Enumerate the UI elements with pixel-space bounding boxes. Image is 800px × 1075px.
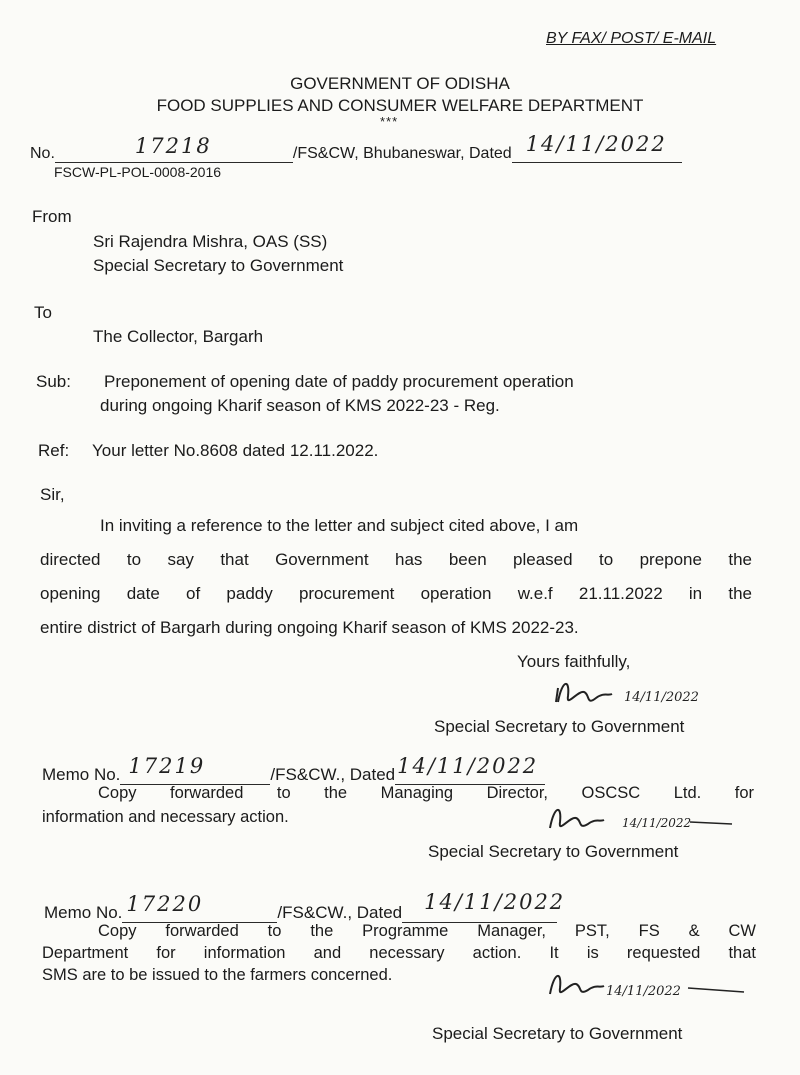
body-line-1: In inviting a reference to the letter and subject cited above, I am: [100, 516, 579, 535]
letter-date: 14/11/2022: [525, 132, 667, 156]
memo-2-header: [44, 890, 566, 923]
memo-1-line-2: information and necessary action.: [42, 808, 289, 826]
delivery-mode: BY FAX/ POST/ E-MAIL: [546, 30, 717, 47]
memo-1-date-field: [395, 754, 545, 785]
department-title: FOOD SUPPLIES AND CONSUMER WELFARE DEPARTMENT: [156, 96, 644, 115]
memo-2-label: Memo No.: [44, 903, 123, 922]
memo-2-line-3: SMS are to be issued to the farmers concerned.: [42, 966, 393, 984]
ref-text: Your letter No.8608 dated 12.11.2022.: [92, 441, 379, 460]
from-label: From: [32, 207, 72, 226]
salutation: Sir,: [40, 485, 65, 504]
file-number: FSCW-PL-POL-0008-2016: [54, 164, 222, 180]
memo-2-designation: Special Secretary to Government: [432, 1024, 683, 1043]
header-separator: ***: [380, 114, 399, 129]
memo-1-date: 14/11/2022: [397, 754, 539, 778]
sender-name: Sri Rajendra Mishra, OAS (SS): [93, 232, 328, 251]
recipient: The Collector, Bargarh: [93, 327, 264, 346]
memo-2-line-1: Copy forwarded to the Programme Manager, PST, FS & CW: [98, 922, 756, 940]
government-title: GOVERNMENT OF ODISHA: [290, 74, 510, 93]
reference-line: [30, 132, 682, 163]
signature-date-1: 14/11/2022: [624, 690, 699, 705]
memo-1-header: [42, 754, 545, 785]
memo-1-designation: Special Secretary to Government: [428, 842, 679, 861]
memo-2-sig-date: 14/11/2022: [606, 984, 681, 999]
closing: Yours faithfully,: [517, 652, 631, 671]
body-line-2: directed to say that Government has been pleased to prepone the: [40, 550, 752, 569]
body-line-3: opening date of paddy procurement operation w.e.f 21.11.2022 in the: [40, 584, 752, 603]
subject-line-1: Preponement of opening date of paddy procurement operation: [104, 372, 574, 391]
memo-2-number: 17220: [126, 892, 204, 916]
memo-1-office: /FS&CW., Dated: [270, 765, 396, 784]
subject-label: Sub:: [36, 372, 71, 391]
memo-1-number: 17219: [128, 754, 206, 778]
to-label: To: [34, 303, 52, 322]
subject-line-2: during ongoing Kharif season of KMS 2022-23 - Reg.: [100, 396, 500, 415]
memo-2-office: /FS&CW., Dated: [277, 903, 403, 922]
body-line-4: entire district of Bargarh during ongoing Kharif season of KMS 2022-23.: [40, 618, 579, 637]
no-label: No.: [30, 145, 55, 162]
memo-2-line-2: Department for information and necessary action. It is requested that: [42, 944, 756, 962]
memo-1-label: Memo No.: [42, 765, 121, 784]
memo-1-number-field: [120, 754, 270, 785]
memo-2-date: 14/11/2022: [424, 890, 566, 914]
ref-label: Ref:: [38, 441, 70, 460]
memo-1-line-1: Copy forwarded to the Managing Director, OSCSC Ltd. for: [98, 784, 754, 802]
letter-number-field: [55, 134, 293, 163]
letter-number: 17218: [134, 134, 212, 158]
sender-designation: Special Secretary to Government: [93, 256, 344, 275]
office-text: /FS&CW, Bhubaneswar, Dated: [292, 145, 512, 162]
memo-2-date-field: [402, 890, 566, 923]
letter-date-field: [512, 132, 682, 163]
memo-2-number-field: [122, 892, 277, 923]
signature-designation-1: Special Secretary to Government: [434, 717, 685, 736]
memo-1-sig-date: 14/11/2022: [622, 816, 692, 830]
